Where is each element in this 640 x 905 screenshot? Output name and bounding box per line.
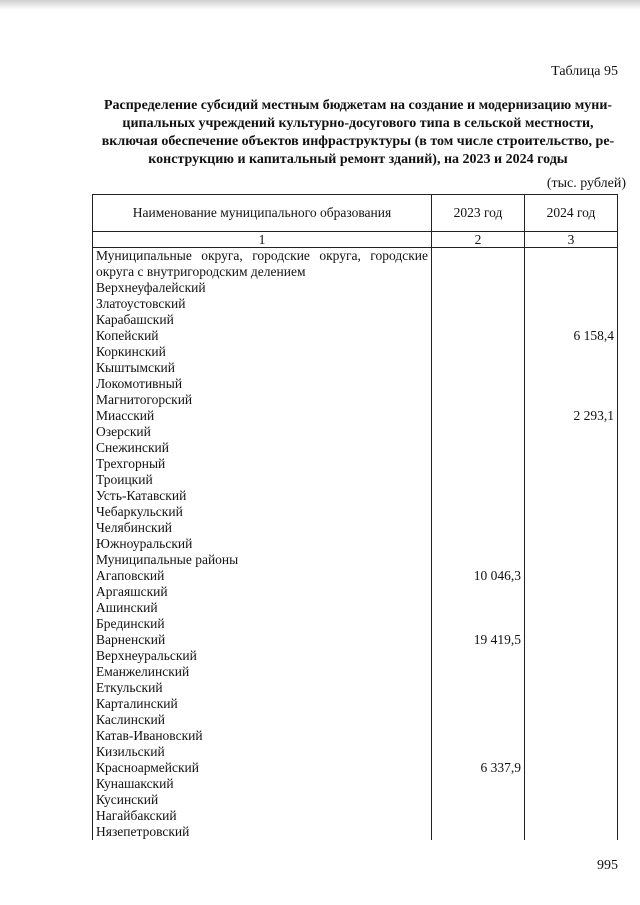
- title-line: ципальных учреждений культурно-досугового типа в сельской местности,: [122, 116, 594, 131]
- municipality-name-cell: Усть-Катавский: [93, 488, 432, 504]
- units-label: (тыс. рублей): [546, 176, 626, 191]
- municipality-name-cell: Кусинский: [93, 792, 432, 808]
- value-2023-cell: [432, 376, 525, 392]
- municipality-name-cell: Локомотивный: [93, 376, 432, 392]
- title-line: конструкцию и капитальный ремонт зданий), на 2023 и 2024 годы: [148, 152, 568, 167]
- value-2024-cell: [525, 392, 618, 408]
- column-header-name: Наименование муниципального образования: [93, 195, 432, 232]
- table-row: [93, 584, 618, 600]
- municipality-name-cell: Кунашакский: [93, 776, 432, 792]
- municipality-name-cell: Карабашский: [93, 312, 432, 328]
- municipality-name-cell: Еманжелинский: [93, 664, 432, 680]
- value-2023-cell: [432, 280, 525, 296]
- value-2023-cell: [432, 600, 525, 616]
- table-row: [93, 536, 618, 552]
- table-row: [93, 744, 618, 760]
- municipality-name-cell: Красноармейский: [93, 760, 432, 776]
- table-row: [93, 776, 618, 792]
- table-row: [93, 808, 618, 824]
- municipality-name-cell: Миасский: [93, 408, 432, 424]
- value-2023-cell: [432, 552, 525, 568]
- value-2023-cell: [432, 808, 525, 824]
- value-2023-cell: [432, 328, 525, 344]
- table-group-row: [93, 248, 618, 281]
- table-row: [93, 504, 618, 520]
- municipality-name-cell: Троицкий: [93, 472, 432, 488]
- value-2023-cell: [432, 680, 525, 696]
- value-2024-cell: [525, 696, 618, 712]
- municipality-name-cell: Кыштымский: [93, 360, 432, 376]
- table-row: [93, 664, 618, 680]
- table-row: [93, 760, 618, 776]
- value-2024-cell: [525, 664, 618, 680]
- municipality-name-cell: Брединский: [93, 616, 432, 632]
- municipality-name-cell: Агаповский: [93, 568, 432, 584]
- column-number: 1: [93, 232, 432, 248]
- group-name-cell: Муниципальные районы: [93, 552, 432, 568]
- subsidy-table: [92, 194, 618, 840]
- value-2024-cell: [525, 744, 618, 760]
- municipality-name-cell: Озерский: [93, 424, 432, 440]
- column-header-2024: 2024 год: [525, 195, 618, 232]
- municipality-name-cell: Катав-Ивановский: [93, 728, 432, 744]
- value-2023-cell: [432, 712, 525, 728]
- value-2024-cell: [525, 488, 618, 504]
- value-2024-cell: [525, 808, 618, 824]
- value-2023-cell: 10 046,3: [432, 568, 525, 584]
- municipality-name-cell: Верхнеуфалейский: [93, 280, 432, 296]
- table-label: Таблица 95: [551, 64, 618, 79]
- value-2024-cell: [525, 680, 618, 696]
- table-row: [93, 360, 618, 376]
- table-row: [93, 728, 618, 744]
- value-2023-cell: [432, 344, 525, 360]
- table-row: [93, 312, 618, 328]
- column-number: 3: [525, 232, 618, 248]
- value-2024-cell: [525, 520, 618, 536]
- value-2024-cell: [525, 648, 618, 664]
- value-2023-cell: [432, 616, 525, 632]
- table-row: [93, 680, 618, 696]
- table-row: [93, 472, 618, 488]
- value-2024-cell: [525, 584, 618, 600]
- value-2023-cell: 6 337,9: [432, 760, 525, 776]
- page-number: 995: [597, 858, 618, 873]
- value-2023-cell: [432, 456, 525, 472]
- value-2024-cell: [525, 312, 618, 328]
- value-2024-cell: [525, 760, 618, 776]
- column-number: 2: [432, 232, 525, 248]
- value-2023-cell: [432, 408, 525, 424]
- value-2023-cell: [432, 488, 525, 504]
- title-line: включая обеспечение объектов инфраструктуры (в том числе строительство, ре-: [101, 134, 615, 149]
- municipality-name-cell: Златоустовский: [93, 296, 432, 312]
- value-2024-cell: [525, 776, 618, 792]
- value-2023-cell: [432, 312, 525, 328]
- value-2024-cell: [525, 728, 618, 744]
- value-2024-cell: [525, 536, 618, 552]
- municipality-name-cell: Верхнеуральский: [93, 648, 432, 664]
- value-2024-cell: [525, 296, 618, 312]
- municipality-name-cell: Нагайбакский: [93, 808, 432, 824]
- value-2024-cell: [525, 616, 618, 632]
- municipality-name-cell: Трехгорный: [93, 456, 432, 472]
- municipality-name-cell: Еткульский: [93, 680, 432, 696]
- table-row: [93, 696, 618, 712]
- column-numbers-row: [93, 232, 618, 248]
- municipality-name-cell: Нязепетровский: [93, 824, 432, 840]
- group-name-cell: Муниципальные округа, городские округа, городские округа с внутригородским делением: [93, 248, 432, 281]
- value-2023-cell: [432, 520, 525, 536]
- value-2023-cell: [432, 424, 525, 440]
- municipality-name-cell: Каслинский: [93, 712, 432, 728]
- value-2023-cell: 19 419,5: [432, 632, 525, 648]
- value-2023-cell: [432, 504, 525, 520]
- value-2023-cell: [432, 296, 525, 312]
- municipality-name-cell: Южноуральский: [93, 536, 432, 552]
- table-row: [93, 712, 618, 728]
- value-2024-cell: [525, 632, 618, 648]
- value-2023-cell: [432, 472, 525, 488]
- table-row: [93, 456, 618, 472]
- table-row: [93, 280, 618, 296]
- document-title: [88, 97, 628, 169]
- table-row: [93, 392, 618, 408]
- value-2024-cell: [525, 248, 618, 281]
- municipality-name-cell: Аргаяшский: [93, 584, 432, 600]
- table-row: [93, 488, 618, 504]
- value-2024-cell: [525, 472, 618, 488]
- value-2024-cell: [525, 600, 618, 616]
- table-row: [93, 344, 618, 360]
- value-2023-cell: [432, 536, 525, 552]
- value-2023-cell: [432, 440, 525, 456]
- value-2024-cell: [525, 504, 618, 520]
- title-line: Распределение субсидий местным бюджетам на создание и модернизацию муни-: [103, 98, 613, 113]
- value-2024-cell: [525, 456, 618, 472]
- value-2023-cell: [432, 664, 525, 680]
- value-2024-cell: [525, 792, 618, 808]
- table-row: [93, 600, 618, 616]
- value-2023-cell: [432, 584, 525, 600]
- municipality-name-cell: Карталинский: [93, 696, 432, 712]
- municipality-name-cell: Чебаркульский: [93, 504, 432, 520]
- table-row: [93, 440, 618, 456]
- table-row: [93, 520, 618, 536]
- municipality-name-cell: Ашинский: [93, 600, 432, 616]
- municipality-name-cell: Челябинский: [93, 520, 432, 536]
- table-row: [93, 568, 618, 584]
- scan-top-edge: [0, 0, 640, 10]
- value-2024-cell: 6 158,4: [525, 328, 618, 344]
- table-body: [93, 248, 618, 841]
- value-2024-cell: [525, 440, 618, 456]
- table-row: [93, 376, 618, 392]
- value-2023-cell: [432, 248, 525, 281]
- value-2023-cell: [432, 744, 525, 760]
- municipality-name-cell: Магнитогорский: [93, 392, 432, 408]
- table-row: [93, 296, 618, 312]
- value-2023-cell: [432, 824, 525, 840]
- table-row: [93, 616, 618, 632]
- municipality-name-cell: Копейский: [93, 328, 432, 344]
- value-2024-cell: [525, 360, 618, 376]
- table-row: [93, 424, 618, 440]
- value-2023-cell: [432, 392, 525, 408]
- municipality-name-cell: Кизильский: [93, 744, 432, 760]
- column-header-2023: 2023 год: [432, 195, 525, 232]
- value-2023-cell: [432, 792, 525, 808]
- table-row: [93, 408, 618, 424]
- value-2023-cell: [432, 776, 525, 792]
- municipality-name-cell: Коркинский: [93, 344, 432, 360]
- value-2023-cell: [432, 648, 525, 664]
- value-2024-cell: 2 293,1: [525, 408, 618, 424]
- value-2024-cell: [525, 712, 618, 728]
- value-2024-cell: [525, 344, 618, 360]
- municipality-name-cell: Варненский: [93, 632, 432, 648]
- value-2023-cell: [432, 360, 525, 376]
- table-group-row: [93, 552, 618, 568]
- table-row: [93, 824, 618, 840]
- value-2024-cell: [525, 376, 618, 392]
- table-row: [93, 648, 618, 664]
- value-2024-cell: [525, 552, 618, 568]
- value-2024-cell: [525, 424, 618, 440]
- value-2024-cell: [525, 824, 618, 840]
- municipality-name-cell: Снежинский: [93, 440, 432, 456]
- value-2023-cell: [432, 728, 525, 744]
- value-2024-cell: [525, 568, 618, 584]
- table-row: [93, 792, 618, 808]
- table-row: [93, 632, 618, 648]
- value-2023-cell: [432, 696, 525, 712]
- table-header-row: [93, 195, 618, 232]
- table-row: [93, 328, 618, 344]
- value-2024-cell: [525, 280, 618, 296]
